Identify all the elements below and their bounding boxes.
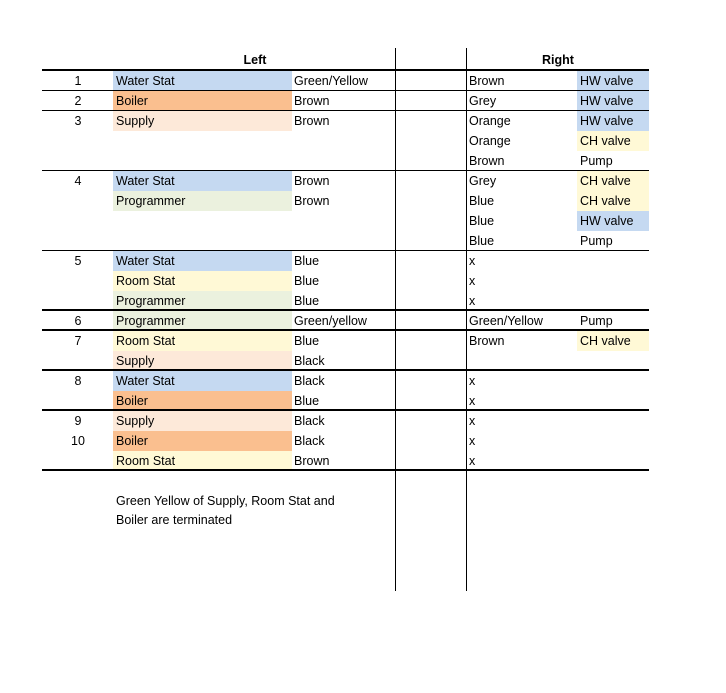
group-separator [42, 90, 649, 91]
right-destination-cell: HW valve [577, 71, 649, 91]
right-destination-cell [577, 391, 649, 411]
wire-color-cell: Green/yellow [294, 314, 367, 328]
wire-color-cell: Blue [294, 254, 320, 268]
group-separator [42, 110, 649, 111]
group-separator [42, 250, 649, 251]
row-number [43, 351, 113, 371]
right-destination-cell: HW valve [577, 91, 649, 111]
wire-color-cell: Green/Yellow [294, 74, 368, 88]
right-wire-cell: Grey [469, 174, 497, 188]
wire-color-cell [291, 231, 294, 251]
right-destination-cell [577, 431, 649, 451]
wire-color-cell: Brown [294, 194, 330, 208]
right-wire-cell: x [469, 414, 476, 428]
left-header: Left [243, 53, 267, 67]
right-wire-cell: Blue [469, 214, 495, 228]
right-wire-cell: x [469, 294, 476, 308]
component-cell: Programmer [113, 191, 292, 211]
row-number: 8 [74, 374, 82, 388]
row-number [43, 451, 113, 471]
right-wire-cell: x [469, 274, 476, 288]
wire-color-cell: Blue [294, 334, 320, 348]
row-number: 6 [74, 314, 82, 328]
right-destination-cell [577, 271, 649, 291]
right-destination-cell [577, 291, 649, 311]
right-destination-cell: HW valve [577, 111, 649, 131]
group-separator-thick [42, 469, 649, 471]
group-separator-thick [42, 409, 649, 411]
right-destination-cell [577, 451, 649, 471]
row-number: 9 [74, 414, 82, 428]
row-number: 2 [74, 94, 82, 108]
right-wire-cell: x [469, 434, 476, 448]
component-cell: Boiler [113, 91, 292, 111]
component-cell: Water Stat [113, 171, 292, 191]
right-destination-cell: CH valve [577, 191, 649, 211]
right-header: Right [542, 53, 574, 67]
component-cell: Programmer [113, 311, 292, 331]
wire-color-cell: Brown [294, 174, 330, 188]
component-cell: Programmer [113, 291, 292, 311]
right-destination-cell: HW valve [577, 211, 649, 231]
row-number: 7 [74, 334, 82, 348]
group-separator-thick [42, 309, 649, 311]
wire-color-cell [291, 151, 294, 171]
right-destination-cell [577, 411, 649, 431]
right-destination-cell: Pump [580, 314, 613, 328]
row-number [43, 391, 113, 411]
row-number [43, 231, 113, 251]
component-cell: Water Stat [113, 71, 292, 91]
right-destination-cell [577, 371, 649, 391]
row-number [43, 271, 113, 291]
wire-color-cell: Brown [294, 114, 330, 128]
right-wire-cell: x [469, 374, 476, 388]
component-cell: Room Stat [113, 331, 292, 351]
row-number [43, 291, 113, 311]
right-destination-cell [577, 351, 649, 371]
right-destination-cell: CH valve [577, 131, 649, 151]
row-number [43, 211, 113, 231]
right-wire-cell: Blue [469, 234, 495, 248]
component-cell: Water Stat [113, 251, 292, 271]
right-destination-cell [577, 251, 649, 271]
wire-color-cell: Brown [294, 94, 330, 108]
wire-color-cell: Black [294, 374, 325, 388]
row-number: 3 [74, 114, 82, 128]
right-wire-cell: x [469, 254, 476, 268]
wire-color-cell: Blue [294, 274, 320, 288]
row-number [43, 151, 113, 171]
right-wire-cell: Brown [469, 74, 505, 88]
group-separator [42, 170, 649, 171]
component-cell: Room Stat [113, 451, 292, 471]
row-number: 4 [74, 174, 82, 188]
row-number [43, 131, 113, 151]
group-separator-thick [42, 329, 649, 331]
component-cell [113, 231, 292, 251]
row-number: 1 [74, 74, 82, 88]
component-cell [113, 211, 292, 231]
right-destination-cell: Pump [580, 234, 613, 248]
row-number: 10 [71, 434, 85, 448]
wire-color-cell: Brown [294, 454, 330, 468]
right-destination-cell: CH valve [577, 331, 649, 351]
wire-color-cell: Blue [294, 294, 320, 308]
component-cell: Supply [113, 351, 292, 371]
component-cell: Room Stat [113, 271, 292, 291]
right-wire-cell: Orange [469, 134, 511, 148]
wire-color-cell: Black [294, 414, 325, 428]
right-wire-cell: Brown [469, 154, 505, 168]
note-line-1: Green Yellow of Supply, Room Stat and [116, 494, 335, 508]
wire-color-cell: Black [294, 434, 325, 448]
right-destination-cell: Pump [580, 154, 613, 168]
row-number [43, 191, 113, 211]
right-destination-cell: CH valve [577, 171, 649, 191]
component-cell: Boiler [113, 431, 292, 451]
right-wire-cell: Orange [469, 114, 511, 128]
right-wire-cell: Green/Yellow [469, 314, 543, 328]
row-number: 5 [74, 254, 82, 268]
right-wire-cell: x [469, 394, 476, 408]
wire-color-cell [291, 131, 294, 151]
component-cell [113, 151, 292, 171]
column-divider-left [395, 48, 396, 591]
component-cell: Supply [113, 411, 292, 431]
group-separator-thick [42, 369, 649, 371]
component-cell [113, 131, 292, 151]
component-cell: Boiler [113, 391, 292, 411]
right-wire-cell [466, 351, 469, 371]
component-cell: Supply [113, 111, 292, 131]
right-wire-cell: Brown [469, 334, 505, 348]
wire-color-cell: Blue [294, 394, 320, 408]
right-wire-cell: Blue [469, 194, 495, 208]
right-wire-cell: x [469, 454, 476, 468]
wire-color-cell: Black [294, 354, 325, 368]
note-line-2: Boiler are terminated [116, 513, 233, 527]
component-cell: Water Stat [113, 371, 292, 391]
right-wire-cell: Grey [469, 94, 497, 108]
group-separator-thick [42, 69, 649, 71]
wire-color-cell [291, 211, 294, 231]
